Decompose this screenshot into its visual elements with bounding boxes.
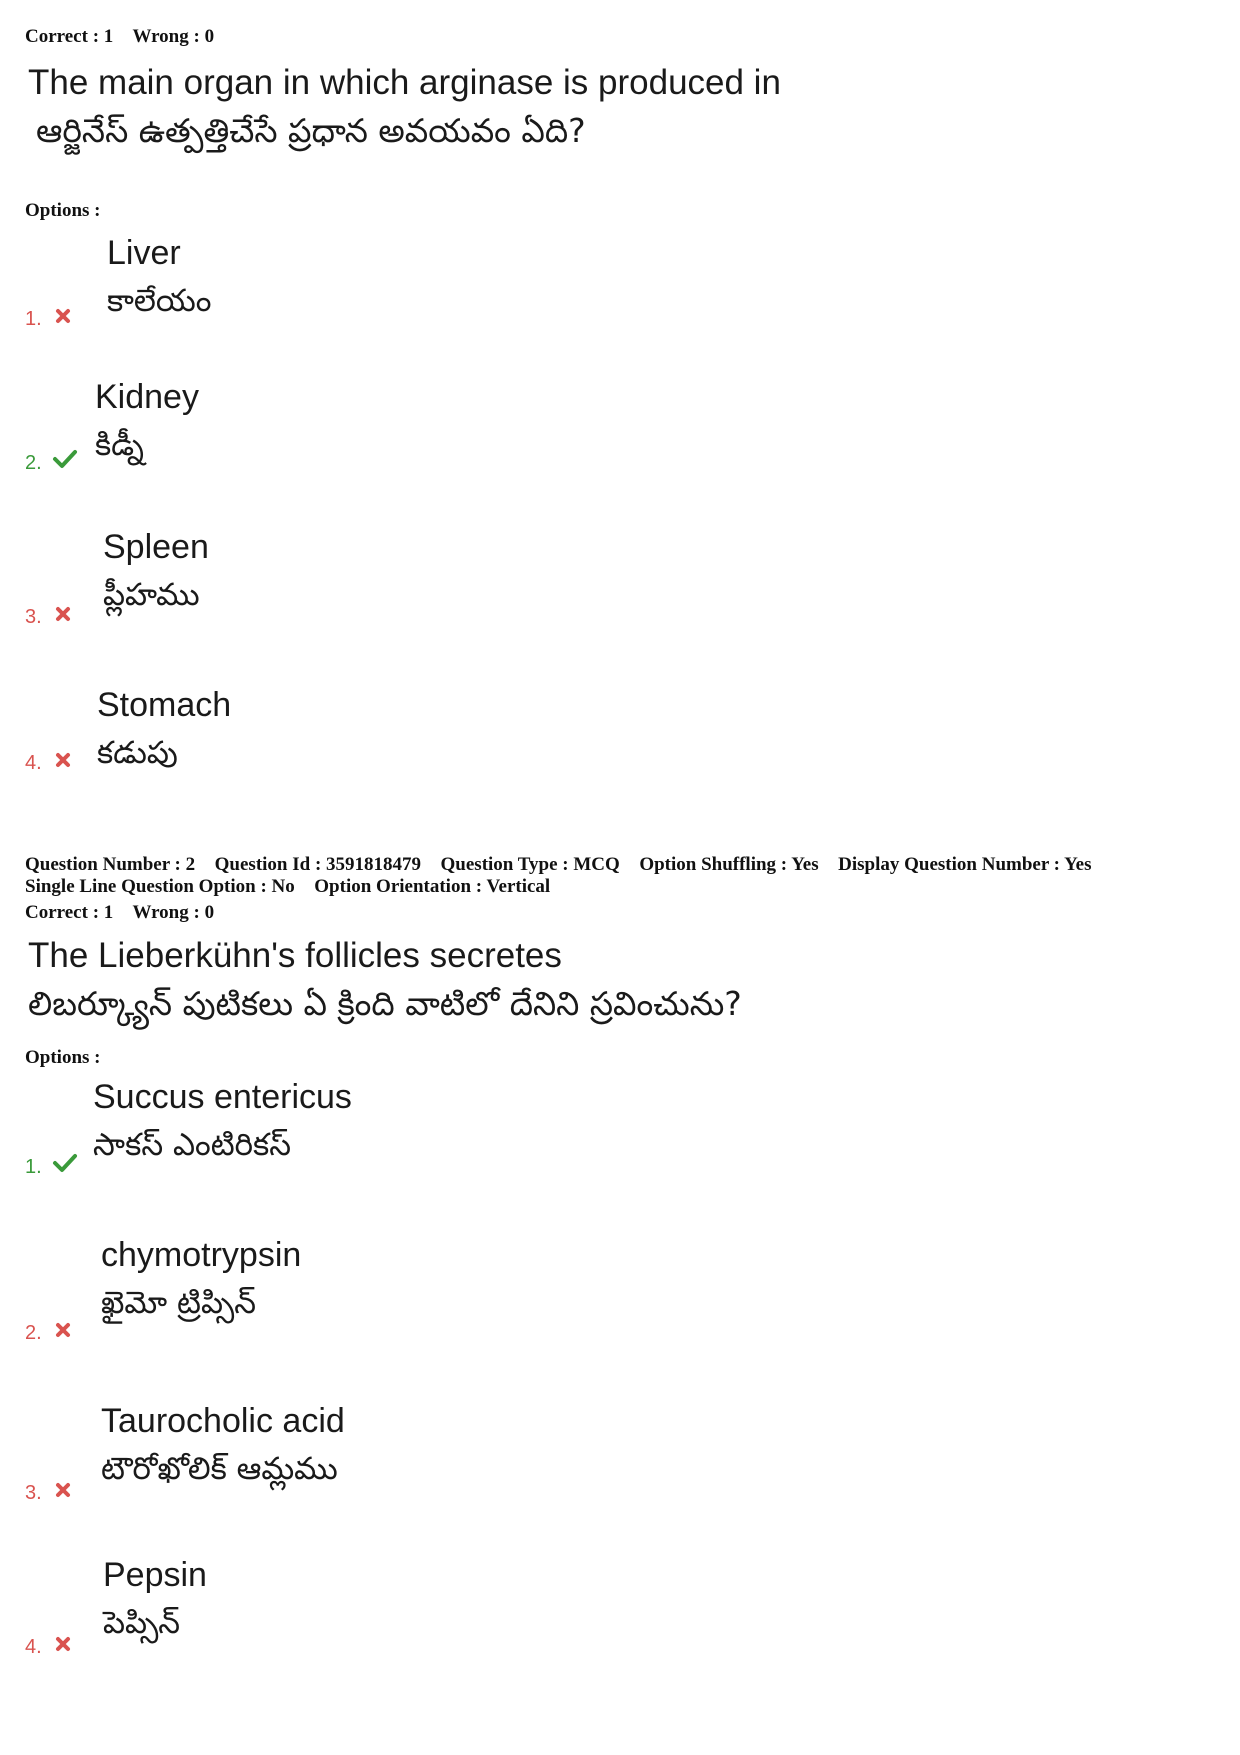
question-number-label: Question Number : [25,854,181,875]
correct-value: 1 [103,902,114,923]
option-text [97,680,231,776]
option-text [101,1396,345,1492]
option-number: 4. [25,752,42,774]
option-text [101,1230,301,1326]
display-question-number-value: Yes [1064,854,1092,875]
option-english: Stomach [97,686,232,724]
option-orientation-label: Option Orientation : [314,876,483,897]
question-type-value: MCQ [573,854,620,875]
option-telugu: పెప్సిన్ [103,1605,181,1641]
cross-icon [52,1319,74,1341]
q2-meta-line-1 [25,854,1092,876]
q1-options-label: Options : [25,200,101,221]
option-english: Kidney [95,378,199,416]
option-telugu: ప్లీహము [103,577,200,613]
wrong-label: Wrong : [132,902,200,923]
option-shuffling-value: Yes [791,854,819,875]
wrong-label: Wrong : [132,26,200,47]
option-english: chymotrypsin [101,1236,302,1274]
correct-label: Correct : [25,902,100,923]
q1-question-text [28,60,781,156]
q1-score-line [25,26,214,48]
wrong-value: 0 [204,26,215,47]
option-number: 4. [25,1636,42,1658]
cross-icon [52,749,74,771]
checkmark-icon [52,448,78,470]
option-number: 2. [25,452,42,474]
correct-value: 1 [103,26,114,47]
option-number: 3. [25,606,42,628]
option-text [107,228,211,324]
display-question-number-label: Display Question Number : [838,854,1061,875]
q2-meta-line-2 [25,876,550,898]
option-orientation-value: Vertical [486,876,551,897]
single-line-option-value: No [271,876,295,897]
option-text [93,1072,352,1168]
cross-icon [52,1633,74,1655]
option-telugu: ఖైమో ట్రిప్సిన్ [101,1285,256,1321]
q2-question-english: The Lieberkühn's follicles secretes [28,936,562,975]
question-number-value: 2 [185,854,196,875]
option-text [103,522,209,618]
q2-question-telugu: లిబర్క్యూన్ పుటికలు ఏ క్రింది వాటిలో దేనిని స్రవించును? [28,984,742,1023]
option-number: 1. [25,1156,42,1178]
correct-label: Correct : [25,26,100,47]
option-telugu: టౌరోఖోలిక్ ఆమ్లము [101,1451,338,1487]
cross-icon [52,1479,74,1501]
checkmark-icon [52,1152,78,1174]
option-text [95,372,199,468]
cross-icon [52,305,74,327]
option-english: Spleen [103,528,209,566]
question-type-label: Question Type : [440,854,569,875]
option-number: 2. [25,1322,42,1344]
cross-icon [52,603,74,625]
option-telugu: కాలేయం [107,283,212,319]
question-id-value: 3591818479 [326,854,422,875]
option-number: 1. [25,308,42,330]
option-telugu: సాకస్ ఎంటిరికస్ [93,1127,291,1163]
option-english: Succus entericus [93,1078,352,1116]
option-text [103,1550,207,1646]
q1-question-english: The main organ in which arginase is produced in [28,63,781,102]
option-english: Pepsin [103,1556,207,1594]
q2-score-line [25,902,214,924]
option-shuffling-label: Option Shuffling : [639,854,788,875]
q2-question-text [28,933,742,1029]
question-id-label: Question Id : [214,854,322,875]
option-telugu: కడుపు [97,735,178,771]
q1-question-telugu: ఆర్జినేస్ ఉత్పత్తిచేసే ప్రధాన అవయవం ఏది? [36,111,586,150]
single-line-option-label: Single Line Question Option : [25,876,267,897]
wrong-value: 0 [204,902,215,923]
option-english: Liver [107,234,181,272]
option-english: Taurocholic acid [101,1402,345,1440]
option-telugu: కిడ్నీ [95,427,144,463]
option-number: 3. [25,1482,42,1504]
q2-options-label: Options : [25,1047,101,1068]
